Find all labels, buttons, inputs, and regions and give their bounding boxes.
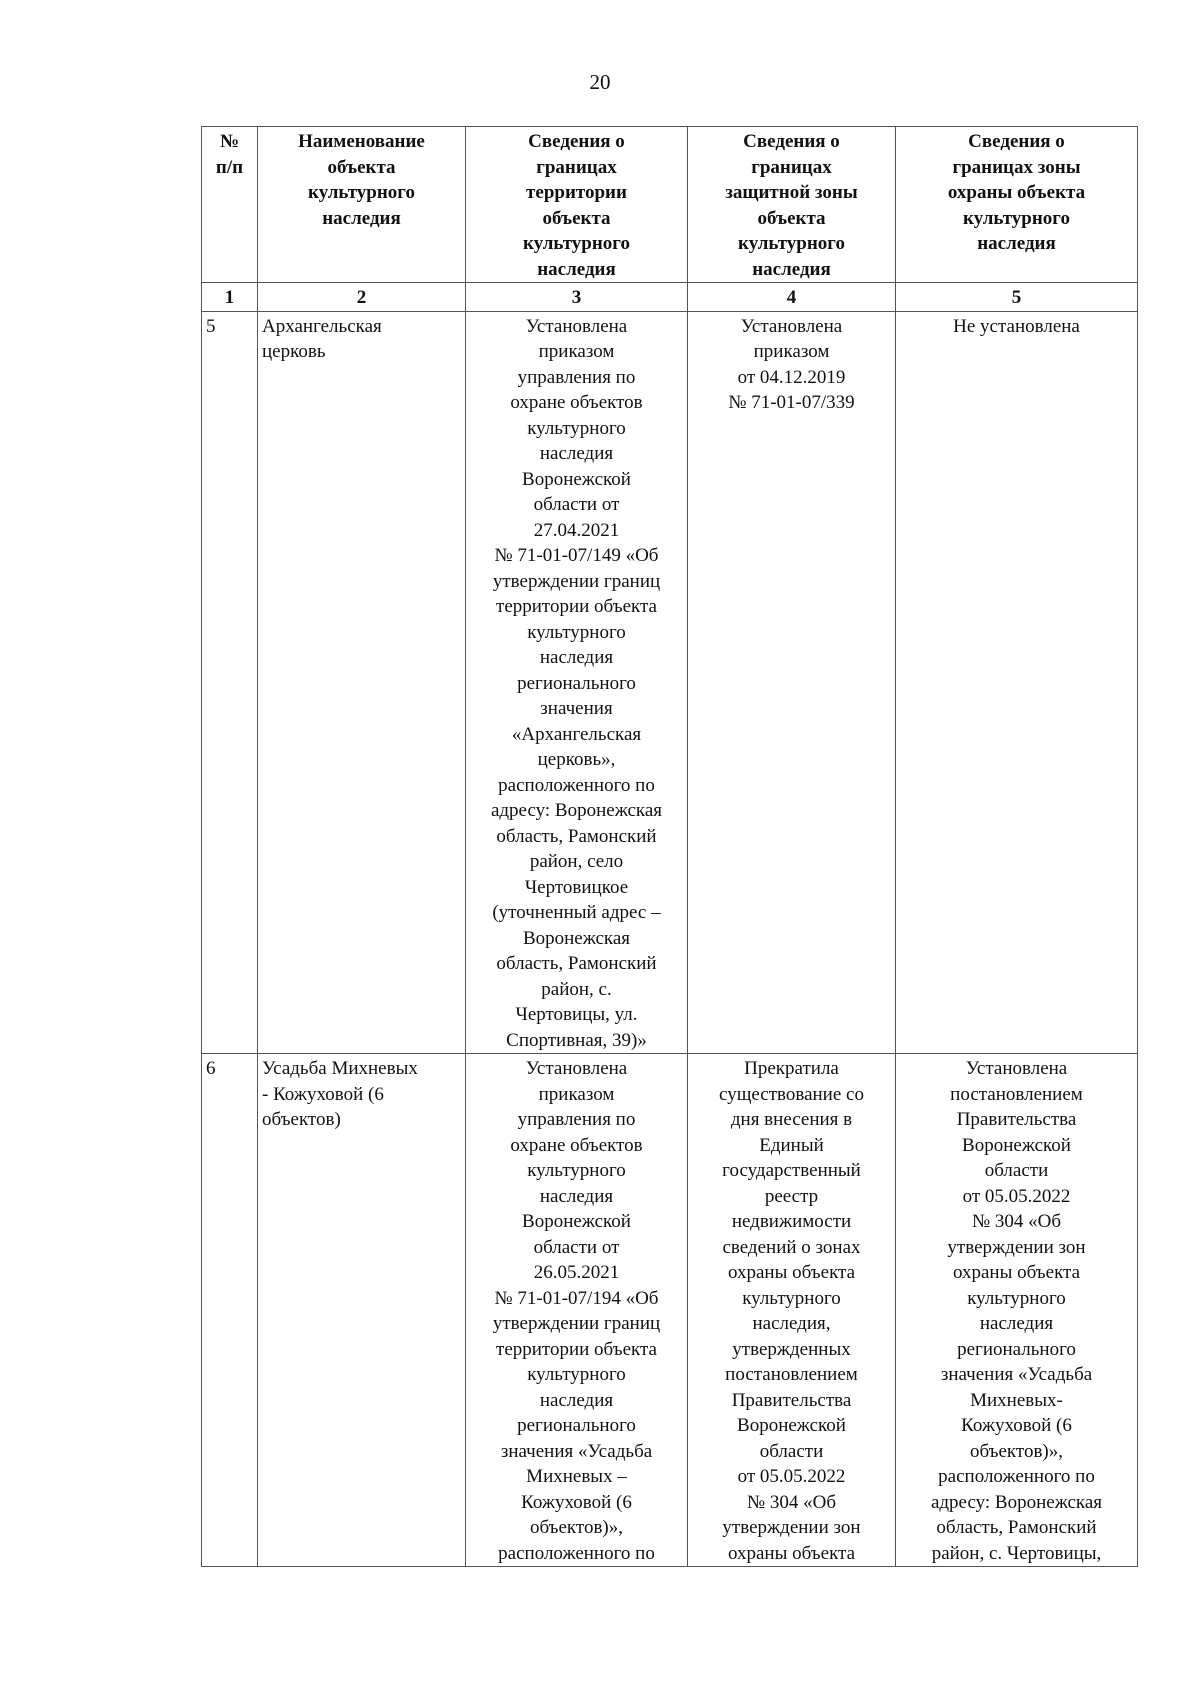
- column-number: 5: [896, 283, 1138, 312]
- cell-text-line: № 71-01-07/149 «Об: [494, 545, 659, 566]
- cell-text-line: управления по: [517, 1109, 636, 1130]
- cell-text-line: защитной зоны: [725, 182, 858, 203]
- cell-text-line: управления по: [517, 366, 636, 388]
- header-row: [202, 127, 1138, 283]
- cell-text-line: утверждении границ: [492, 1313, 661, 1334]
- cell-text-line: культурного: [738, 233, 845, 254]
- cell-text-line: объектов)»,: [529, 1517, 624, 1538]
- cell-text-line: области: [759, 1440, 824, 1462]
- cell-text-line: от 04.12.2019: [737, 366, 846, 388]
- cell-text-line: 6: [206, 1058, 216, 1079]
- cell-text-line: территории объекта: [496, 1338, 657, 1360]
- cell-text-line: культурного: [527, 1160, 626, 1181]
- cell-text-line: регионального: [957, 1338, 1076, 1360]
- cell-text-line: район, село: [529, 851, 624, 872]
- cell-text-line: наследия: [539, 1389, 614, 1411]
- row-number-cell: [202, 1054, 258, 1567]
- cell-text-line: Сведения о: [743, 131, 840, 152]
- cell-text-line: охраны объекта: [952, 1262, 1081, 1283]
- cell-text-line: Воронежской: [962, 1134, 1071, 1156]
- cell-text-line: Правительства: [731, 1389, 852, 1411]
- protection-zone-cell: [896, 1054, 1138, 1567]
- cell-text-line: охране объектов: [510, 1134, 643, 1156]
- cell-text-line: Правительства: [956, 1109, 1077, 1130]
- territory-cell: [466, 1054, 688, 1567]
- cell-text-line: границах зоны: [952, 156, 1081, 178]
- cell-text-line: культурного: [527, 1364, 626, 1385]
- cell-text-line: регионального: [517, 1415, 636, 1436]
- cell-text-line: недвижимости: [731, 1211, 852, 1232]
- cell-text-line: культурного: [963, 207, 1070, 229]
- cell-text-line: № 71-01-07/194 «Об: [494, 1287, 659, 1309]
- cell-text-line: от 05.05.2022: [962, 1185, 1071, 1207]
- cell-text-line: утверждении границ: [492, 570, 661, 592]
- cell-text-line: район, с. Чертовицы,: [931, 1542, 1102, 1564]
- cell-text-line: утверждении зон: [722, 1517, 861, 1538]
- cell-text-line: № 304 «Об: [971, 1211, 1062, 1232]
- cell-text-line: культурного: [527, 621, 626, 643]
- cell-text-line: Спортивная, 39)»: [506, 1029, 647, 1051]
- cell-text-line: Кожуховой (6: [961, 1415, 1072, 1436]
- cell-text-line: Не установлена: [953, 315, 1080, 337]
- cell-text-line: Прекратила: [744, 1058, 839, 1079]
- cell-text-line: сведений о зонах: [722, 1236, 861, 1258]
- cell-text-line: расположенного по: [498, 1542, 655, 1564]
- table-row: [202, 311, 1138, 1054]
- cell-text-line: охране объектов: [510, 392, 643, 413]
- cell-text-line: наследия: [322, 207, 401, 229]
- row-number-cell: [202, 311, 258, 1054]
- header-cell-no: [202, 127, 258, 283]
- cell-text-line: наследия: [539, 1185, 614, 1207]
- cell-text-line: от 05.05.2022: [737, 1466, 846, 1487]
- cell-text-line: - Кожуховой (6: [262, 1083, 384, 1105]
- cell-text-line: культурного: [308, 182, 415, 203]
- cell-text-line: расположенного по: [498, 774, 655, 796]
- cell-text-line: Усадьба Михневых: [262, 1058, 418, 1079]
- table-row: [202, 1054, 1138, 1567]
- cell-text-line: район, с.: [541, 978, 612, 1000]
- cell-text-line: области: [984, 1160, 1049, 1181]
- cell-text-line: объекта: [327, 156, 396, 178]
- cell-text-line: Чертовицы, ул.: [515, 1004, 638, 1025]
- cell-text-line: п/п: [215, 156, 244, 178]
- cell-text-line: культурного: [523, 233, 630, 254]
- cell-text-line: культурного: [742, 1287, 841, 1309]
- cell-text-line: объекта: [757, 207, 826, 229]
- cell-text-line: Кожуховой (6: [521, 1491, 632, 1513]
- cell-text-line: государственный: [722, 1160, 861, 1181]
- object-name-cell: [258, 1054, 466, 1567]
- object-name-cell: [258, 311, 466, 1054]
- cell-text-line: приказом: [538, 1083, 615, 1105]
- cell-text-line: область, Рамонский: [936, 1517, 1097, 1538]
- cell-text-line: Архангельская: [262, 315, 382, 337]
- cell-text-line: область, Рамонский: [496, 825, 657, 847]
- cell-text-line: территории: [526, 182, 627, 203]
- cell-text-line: значения: [540, 698, 613, 719]
- page-number: 20: [589, 70, 611, 94]
- cell-text-line: существование со: [719, 1083, 864, 1105]
- cell-text-line: дня внесения в: [730, 1109, 853, 1130]
- header-cell-name: [258, 127, 466, 283]
- cell-text-line: Михневых-: [970, 1389, 1063, 1411]
- cell-text-line: № 304 «Об: [746, 1491, 837, 1513]
- cell-text-line: церковь: [262, 341, 326, 362]
- cell-text-line: адресу: Воронежская: [490, 800, 663, 821]
- cell-text-line: границах: [751, 156, 832, 178]
- cell-text-line: регионального: [517, 672, 636, 694]
- cell-text-line: Установлена: [525, 315, 628, 337]
- cell-text-line: объектов)»,: [969, 1440, 1064, 1462]
- cell-text-line: адресу: Воронежская: [930, 1491, 1103, 1513]
- cell-text-line: Сведения о: [968, 131, 1065, 152]
- cell-text-line: «Архангельская: [511, 723, 642, 745]
- cell-text-line: утвержденных: [732, 1338, 851, 1360]
- column-number: 4: [688, 283, 896, 312]
- header-cell-territory: [466, 127, 688, 283]
- cell-text-line: Сведения о: [528, 131, 625, 152]
- cell-text-line: постановлением: [950, 1083, 1083, 1105]
- cell-text-line: 5: [206, 315, 216, 337]
- cell-text-line: Чертовицкое: [524, 876, 629, 898]
- cell-text-line: объекта: [542, 207, 611, 229]
- protective-zone-cell: [688, 311, 896, 1054]
- cell-text-line: наследия: [977, 233, 1056, 254]
- cell-text-line: области от: [533, 494, 620, 515]
- cell-text-line: Установлена: [740, 315, 843, 337]
- cell-text-line: охраны объекта: [947, 182, 1086, 203]
- cell-text-line: значения «Усадьба: [940, 1364, 1093, 1385]
- cell-text-line: (уточненный адрес –: [492, 902, 661, 923]
- column-number: 3: [466, 283, 688, 312]
- protective-zone-cell: [688, 1054, 896, 1567]
- cell-text-line: Установлена: [965, 1058, 1068, 1079]
- cell-text-line: Наименование: [298, 131, 425, 152]
- cell-text-line: постановлением: [725, 1364, 858, 1385]
- cell-text-line: охраны объекта: [727, 1262, 856, 1283]
- header-cell-protective-zone: [688, 127, 896, 283]
- cell-text-line: 26.05.2021: [533, 1262, 620, 1283]
- cell-text-line: охраны объекта: [727, 1542, 856, 1564]
- cell-text-line: № 71-01-07/339: [728, 392, 855, 413]
- cell-text-line: Воронежская: [522, 927, 631, 949]
- cell-text-line: 27.04.2021: [533, 519, 620, 541]
- cell-text-line: культурного: [527, 417, 626, 439]
- cell-text-line: церковь»,: [537, 749, 616, 770]
- cell-text-line: территории объекта: [496, 596, 657, 617]
- cell-text-line: Воронежской: [522, 468, 631, 490]
- heritage-table: [201, 126, 1138, 1567]
- cell-text-line: Воронежской: [522, 1211, 631, 1232]
- cell-text-line: наследия,: [752, 1313, 831, 1334]
- cell-text-line: Воронежской: [737, 1415, 846, 1436]
- cell-text-line: приказом: [753, 341, 830, 362]
- column-number: 2: [258, 283, 466, 312]
- cell-text-line: утверждении зон: [947, 1236, 1086, 1258]
- cell-text-line: Михневых –: [526, 1466, 627, 1487]
- territory-cell: [466, 311, 688, 1054]
- cell-text-line: наследия: [539, 647, 614, 668]
- cell-text-line: значения «Усадьба: [500, 1440, 653, 1462]
- cell-text-line: расположенного по: [938, 1466, 1095, 1487]
- cell-text-line: наследия: [752, 258, 831, 280]
- cell-text-line: область, Рамонский: [496, 953, 657, 974]
- header-cell-protection-zone: [896, 127, 1138, 283]
- column-number-row: [202, 283, 1138, 312]
- cell-text-line: реестр: [764, 1185, 819, 1207]
- cell-text-line: культурного: [967, 1287, 1066, 1309]
- cell-text-line: Установлена: [525, 1058, 628, 1079]
- cell-text-line: наследия: [979, 1313, 1054, 1334]
- cell-text-line: приказом: [538, 341, 615, 362]
- cell-text-line: наследия: [537, 258, 616, 280]
- column-number: 1: [202, 283, 258, 312]
- cell-text-line: границах: [536, 156, 617, 178]
- cell-text-line: №: [219, 131, 240, 152]
- cell-text-line: области от: [533, 1236, 620, 1258]
- cell-text-line: объектов): [262, 1109, 341, 1130]
- protection-zone-cell: [896, 311, 1138, 1054]
- cell-text-line: наследия: [539, 443, 614, 464]
- cell-text-line: Единый: [759, 1134, 824, 1156]
